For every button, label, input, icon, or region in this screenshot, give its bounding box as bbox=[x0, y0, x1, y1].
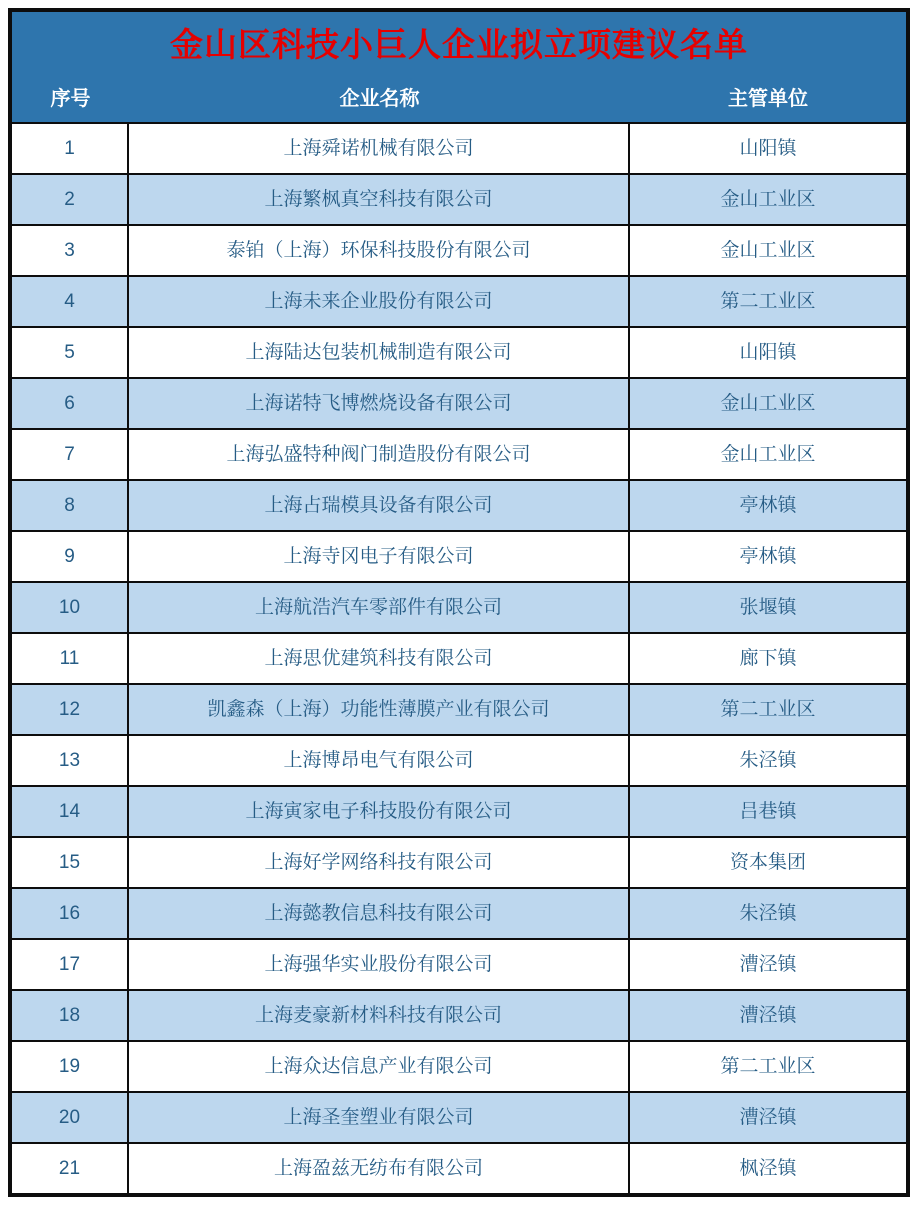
row-number-cell: 10 bbox=[12, 583, 129, 632]
unit-cell: 枫泾镇 bbox=[739, 1158, 797, 1179]
company-name-cell: 上海盈兹无纺布有限公司 bbox=[129, 1144, 630, 1193]
row-number-cell: 6 bbox=[12, 379, 129, 428]
company-name-cell: 上海博昂电气有限公司 bbox=[129, 736, 630, 785]
unit-cell: 山阳镇 bbox=[739, 342, 797, 363]
page-title: 金山区科技小巨人企业拟立项建议名单 bbox=[170, 25, 748, 63]
table-row bbox=[12, 683, 906, 734]
company-name-cell: 上海懿教信息科技有限公司 bbox=[129, 889, 630, 938]
company-name-cell: 泰铂（上海）环保科技股份有限公司 bbox=[129, 226, 630, 275]
company-name-cell: 上海思优建筑科技有限公司 bbox=[129, 634, 630, 683]
column-header-row bbox=[12, 76, 906, 122]
unit-cell: 朱泾镇 bbox=[739, 750, 797, 771]
table-row bbox=[12, 581, 906, 632]
row-number-cell: 1 bbox=[12, 124, 129, 173]
row-number-cell: 12 bbox=[12, 685, 129, 734]
row-number-cell: 9 bbox=[12, 532, 129, 581]
unit-cell: 第二工业区 bbox=[720, 291, 816, 312]
column-header-no: 序号 bbox=[50, 88, 91, 110]
unit-cell: 廊下镇 bbox=[739, 648, 797, 669]
row-number-cell: 21 bbox=[12, 1144, 129, 1193]
company-list-table bbox=[8, 8, 910, 1197]
row-number-cell: 17 bbox=[12, 940, 129, 989]
company-name-cell: 上海寅家电子科技股份有限公司 bbox=[129, 787, 630, 836]
company-name-cell: 上海好学网络科技有限公司 bbox=[129, 838, 630, 887]
company-name-cell: 上海弘盛特种阀门制造股份有限公司 bbox=[129, 430, 630, 479]
title-row bbox=[12, 12, 906, 76]
table-row bbox=[12, 1142, 906, 1193]
company-name-cell: 上海强华实业股份有限公司 bbox=[129, 940, 630, 989]
company-name-cell: 上海众达信息产业有限公司 bbox=[129, 1042, 630, 1091]
table-row bbox=[12, 887, 906, 938]
table-row bbox=[12, 428, 906, 479]
table-row bbox=[12, 530, 906, 581]
table-row bbox=[12, 224, 906, 275]
unit-cell: 张堰镇 bbox=[739, 597, 797, 618]
company-name-cell: 上海舜诺机械有限公司 bbox=[129, 124, 630, 173]
unit-cell: 第二工业区 bbox=[720, 1056, 816, 1077]
company-name-cell: 上海麦豪新材料科技有限公司 bbox=[129, 991, 630, 1040]
table-row bbox=[12, 836, 906, 887]
row-number-cell: 14 bbox=[12, 787, 129, 836]
unit-cell: 漕泾镇 bbox=[739, 1005, 797, 1026]
company-name-cell: 上海占瑞模具设备有限公司 bbox=[129, 481, 630, 530]
unit-cell: 金山工业区 bbox=[720, 444, 816, 465]
unit-cell: 朱泾镇 bbox=[739, 903, 797, 924]
row-number-cell: 18 bbox=[12, 991, 129, 1040]
row-number-cell: 15 bbox=[12, 838, 129, 887]
company-name-cell: 上海诺特飞博燃烧设备有限公司 bbox=[129, 379, 630, 428]
table-row bbox=[12, 1040, 906, 1091]
unit-cell: 资本集团 bbox=[729, 852, 806, 873]
column-header-company: 企业名称 bbox=[339, 88, 420, 110]
row-number-cell: 2 bbox=[12, 175, 129, 224]
table-row bbox=[12, 785, 906, 836]
table-row bbox=[12, 989, 906, 1040]
row-number-cell: 7 bbox=[12, 430, 129, 479]
table-row bbox=[12, 173, 906, 224]
row-number-cell: 8 bbox=[12, 481, 129, 530]
company-name-cell: 上海繁枫真空科技有限公司 bbox=[129, 175, 630, 224]
unit-cell: 第二工业区 bbox=[720, 699, 816, 720]
company-name-cell: 上海未来企业股份有限公司 bbox=[129, 277, 630, 326]
unit-cell: 亭林镇 bbox=[739, 495, 797, 516]
row-number-cell: 3 bbox=[12, 226, 129, 275]
company-name-cell: 凯鑫森（上海）功能性薄膜产业有限公司 bbox=[129, 685, 630, 734]
row-number-cell: 5 bbox=[12, 328, 129, 377]
table-row bbox=[12, 632, 906, 683]
table-row bbox=[12, 938, 906, 989]
table-body bbox=[12, 122, 906, 1193]
table-row bbox=[12, 326, 906, 377]
company-name-cell: 上海陆达包装机械制造有限公司 bbox=[129, 328, 630, 377]
unit-cell: 山阳镇 bbox=[739, 138, 797, 159]
unit-cell: 金山工业区 bbox=[720, 393, 816, 414]
table-row bbox=[12, 479, 906, 530]
table-row bbox=[12, 377, 906, 428]
table-row bbox=[12, 1091, 906, 1142]
company-name-cell: 上海圣奎塑业有限公司 bbox=[129, 1093, 630, 1142]
row-number-cell: 13 bbox=[12, 736, 129, 785]
column-header-unit: 主管单位 bbox=[728, 88, 808, 110]
unit-cell: 吕巷镇 bbox=[739, 801, 797, 822]
unit-cell: 金山工业区 bbox=[720, 240, 816, 261]
company-name-cell: 上海寺冈电子有限公司 bbox=[129, 532, 630, 581]
company-name-cell: 上海航浩汽车零部件有限公司 bbox=[129, 583, 630, 632]
unit-cell: 亭林镇 bbox=[739, 546, 797, 567]
row-number-cell: 19 bbox=[12, 1042, 129, 1091]
row-number-cell: 4 bbox=[12, 277, 129, 326]
table-header bbox=[12, 12, 906, 122]
table-row bbox=[12, 122, 906, 173]
unit-cell: 漕泾镇 bbox=[739, 954, 797, 975]
unit-cell: 漕泾镇 bbox=[739, 1107, 797, 1128]
row-number-cell: 11 bbox=[12, 634, 129, 683]
unit-cell: 金山工业区 bbox=[720, 189, 816, 210]
row-number-cell: 20 bbox=[12, 1093, 129, 1142]
table-row bbox=[12, 734, 906, 785]
table-row bbox=[12, 275, 906, 326]
row-number-cell: 16 bbox=[12, 889, 129, 938]
